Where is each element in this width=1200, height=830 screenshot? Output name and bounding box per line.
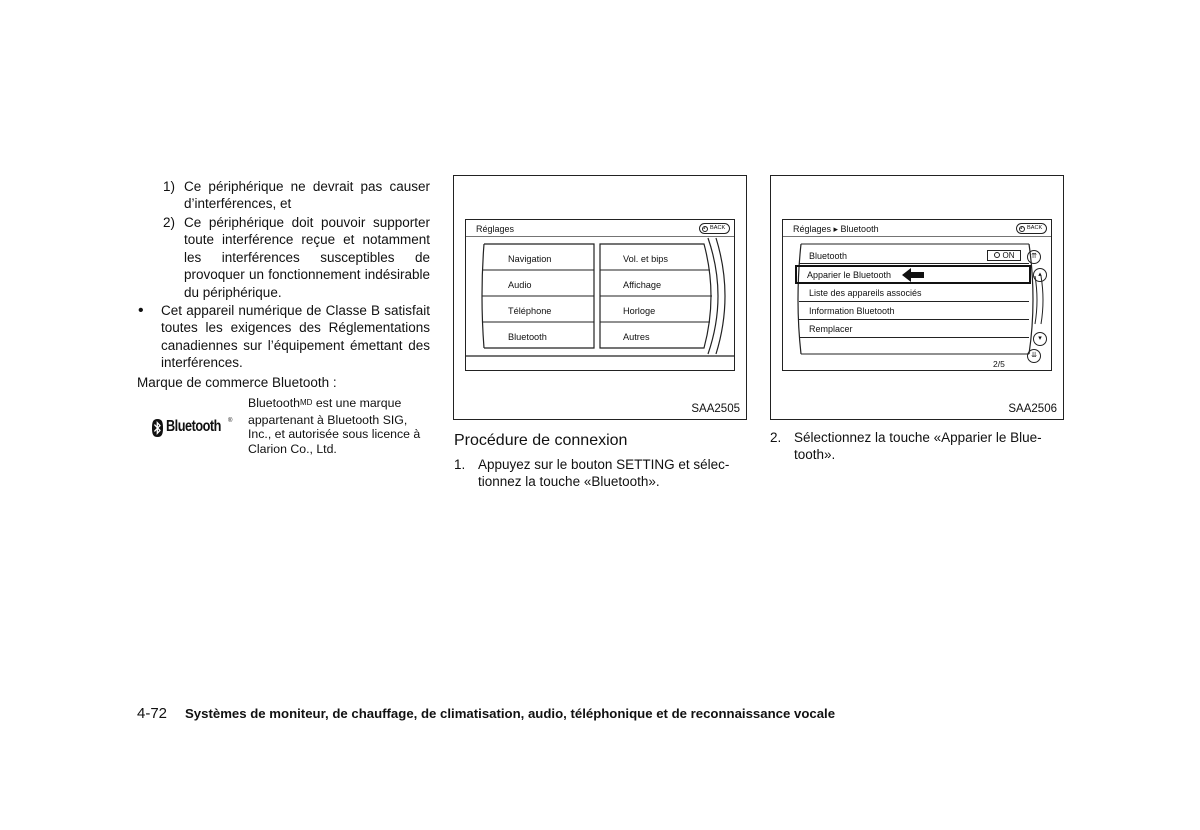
- toggle-indicator-icon: [994, 252, 1000, 258]
- page-indicator: 2/5: [993, 359, 1005, 369]
- row-label: Apparier le Bluetooth: [807, 270, 892, 280]
- figure-bluetooth-screen: [770, 175, 1064, 420]
- row-label: Liste des appareils associés: [809, 288, 922, 298]
- bluetooth-rune-icon: [152, 419, 163, 437]
- trademark-line1: Bluetooth: [248, 396, 300, 410]
- menu-button-telephone[interactable]: Téléphone: [508, 306, 552, 316]
- step-1-number: 1.: [454, 457, 466, 472]
- step-1-line-1: Appuyez sur le bouton SETTING et sélec-: [478, 457, 730, 472]
- pointer-arrow-icon: [902, 268, 924, 282]
- scroll-bottom-icon[interactable]: ⇊: [1027, 349, 1041, 363]
- screen-title: Réglages: [476, 224, 515, 234]
- row-label: Remplacer: [809, 324, 853, 334]
- settings-list: [799, 248, 1029, 358]
- page-number: 4-72: [137, 705, 168, 722]
- item-1-number: 1): [163, 179, 176, 194]
- menu-button-others[interactable]: Autres: [623, 332, 650, 342]
- menu-button-volume-beeps[interactable]: Vol. et bips: [623, 254, 668, 264]
- trademark-line1-rest: est une marque: [312, 396, 402, 410]
- back-button[interactable]: [1016, 223, 1047, 234]
- step-2-line-2: tooth».: [794, 447, 836, 462]
- bluetooth-toggle[interactable]: [987, 250, 1021, 261]
- logo-wordmark: Bluetooth: [166, 418, 221, 435]
- scroll-up-icon[interactable]: ▴: [1033, 268, 1047, 282]
- item-2-text: Ce périphérique doit pouvoir supporter toute interférence reçue et notamment les interférences susceptibles de provoquer un fonctionnement indésirable du périphérique.: [184, 215, 430, 300]
- row-label: Bluetooth: [809, 251, 848, 261]
- section-heading: Procédure de connexion: [454, 432, 628, 449]
- list-row-pair-bluetooth[interactable]: [795, 265, 1031, 284]
- list-row-bluetooth-info[interactable]: [799, 302, 1029, 320]
- menu-button-navigation[interactable]: Navigation: [508, 254, 552, 264]
- trademark-line3: Inc., et autorisée sous licence à: [248, 427, 421, 441]
- back-arrow-icon: ↶: [703, 225, 708, 232]
- step-2-line-1: Sélectionnez la touche «Apparier le Blue-: [794, 430, 1042, 445]
- trademark-sup: MD: [299, 398, 313, 407]
- list-row-bluetooth[interactable]: [799, 248, 1029, 264]
- menu-button-audio[interactable]: Audio: [508, 280, 532, 290]
- back-button[interactable]: [699, 223, 730, 234]
- bluetooth-screen: [782, 219, 1052, 371]
- item-2-number: 2): [163, 215, 176, 230]
- settings-screen: [465, 219, 735, 371]
- trademark-line4: Clarion Co., Ltd.: [248, 441, 337, 456]
- back-label: BACK: [710, 225, 726, 231]
- scroll-down-icon[interactable]: ▾: [1033, 332, 1047, 346]
- trademark-line2: appartenant à Bluetooth SIG,: [248, 412, 408, 427]
- menu-button-bluetooth[interactable]: Bluetooth: [508, 332, 547, 342]
- figure-code: SAA2505: [691, 403, 740, 415]
- toggle-label: ON: [1002, 251, 1015, 260]
- screen-title: Réglages ▸ Bluetooth: [793, 224, 879, 234]
- step-2-number: 2.: [770, 430, 782, 445]
- bullet-dot: •: [138, 302, 144, 319]
- list-row-replace[interactable]: [799, 320, 1029, 338]
- item-1-text: Ce périphérique ne devrait pas causer d’interférences, et: [184, 179, 430, 212]
- figure-settings-screen: [453, 175, 747, 420]
- figure-code: SAA2506: [1008, 403, 1057, 415]
- logo-registered-mark: ®: [228, 418, 233, 424]
- bullet-text: Cet appareil numérique de Classe B satisfait toutes les exigences des Réglementations canadiennes sur l’équipement émettant des interférences.: [161, 303, 430, 371]
- trademark-note: [248, 396, 420, 456]
- menu-button-display[interactable]: Affichage: [623, 280, 662, 290]
- menu-button-clock[interactable]: Horloge: [623, 306, 656, 316]
- chapter-title: Systèmes de moniteur, de chauffage, de climatisation, audio, téléphonique et de reconnaissance vocale: [185, 706, 836, 721]
- row-label: Information Bluetooth: [809, 306, 895, 316]
- scroll-top-icon[interactable]: ⇈: [1027, 250, 1041, 264]
- trademark-heading: Marque de commerce Bluetooth :: [137, 375, 337, 390]
- back-label: BACK: [1027, 225, 1043, 231]
- back-arrow-icon: ↶: [1020, 225, 1025, 232]
- step-1-line-2: tionnez la touche «Bluetooth».: [478, 474, 660, 489]
- list-row-paired-devices[interactable]: [799, 284, 1029, 302]
